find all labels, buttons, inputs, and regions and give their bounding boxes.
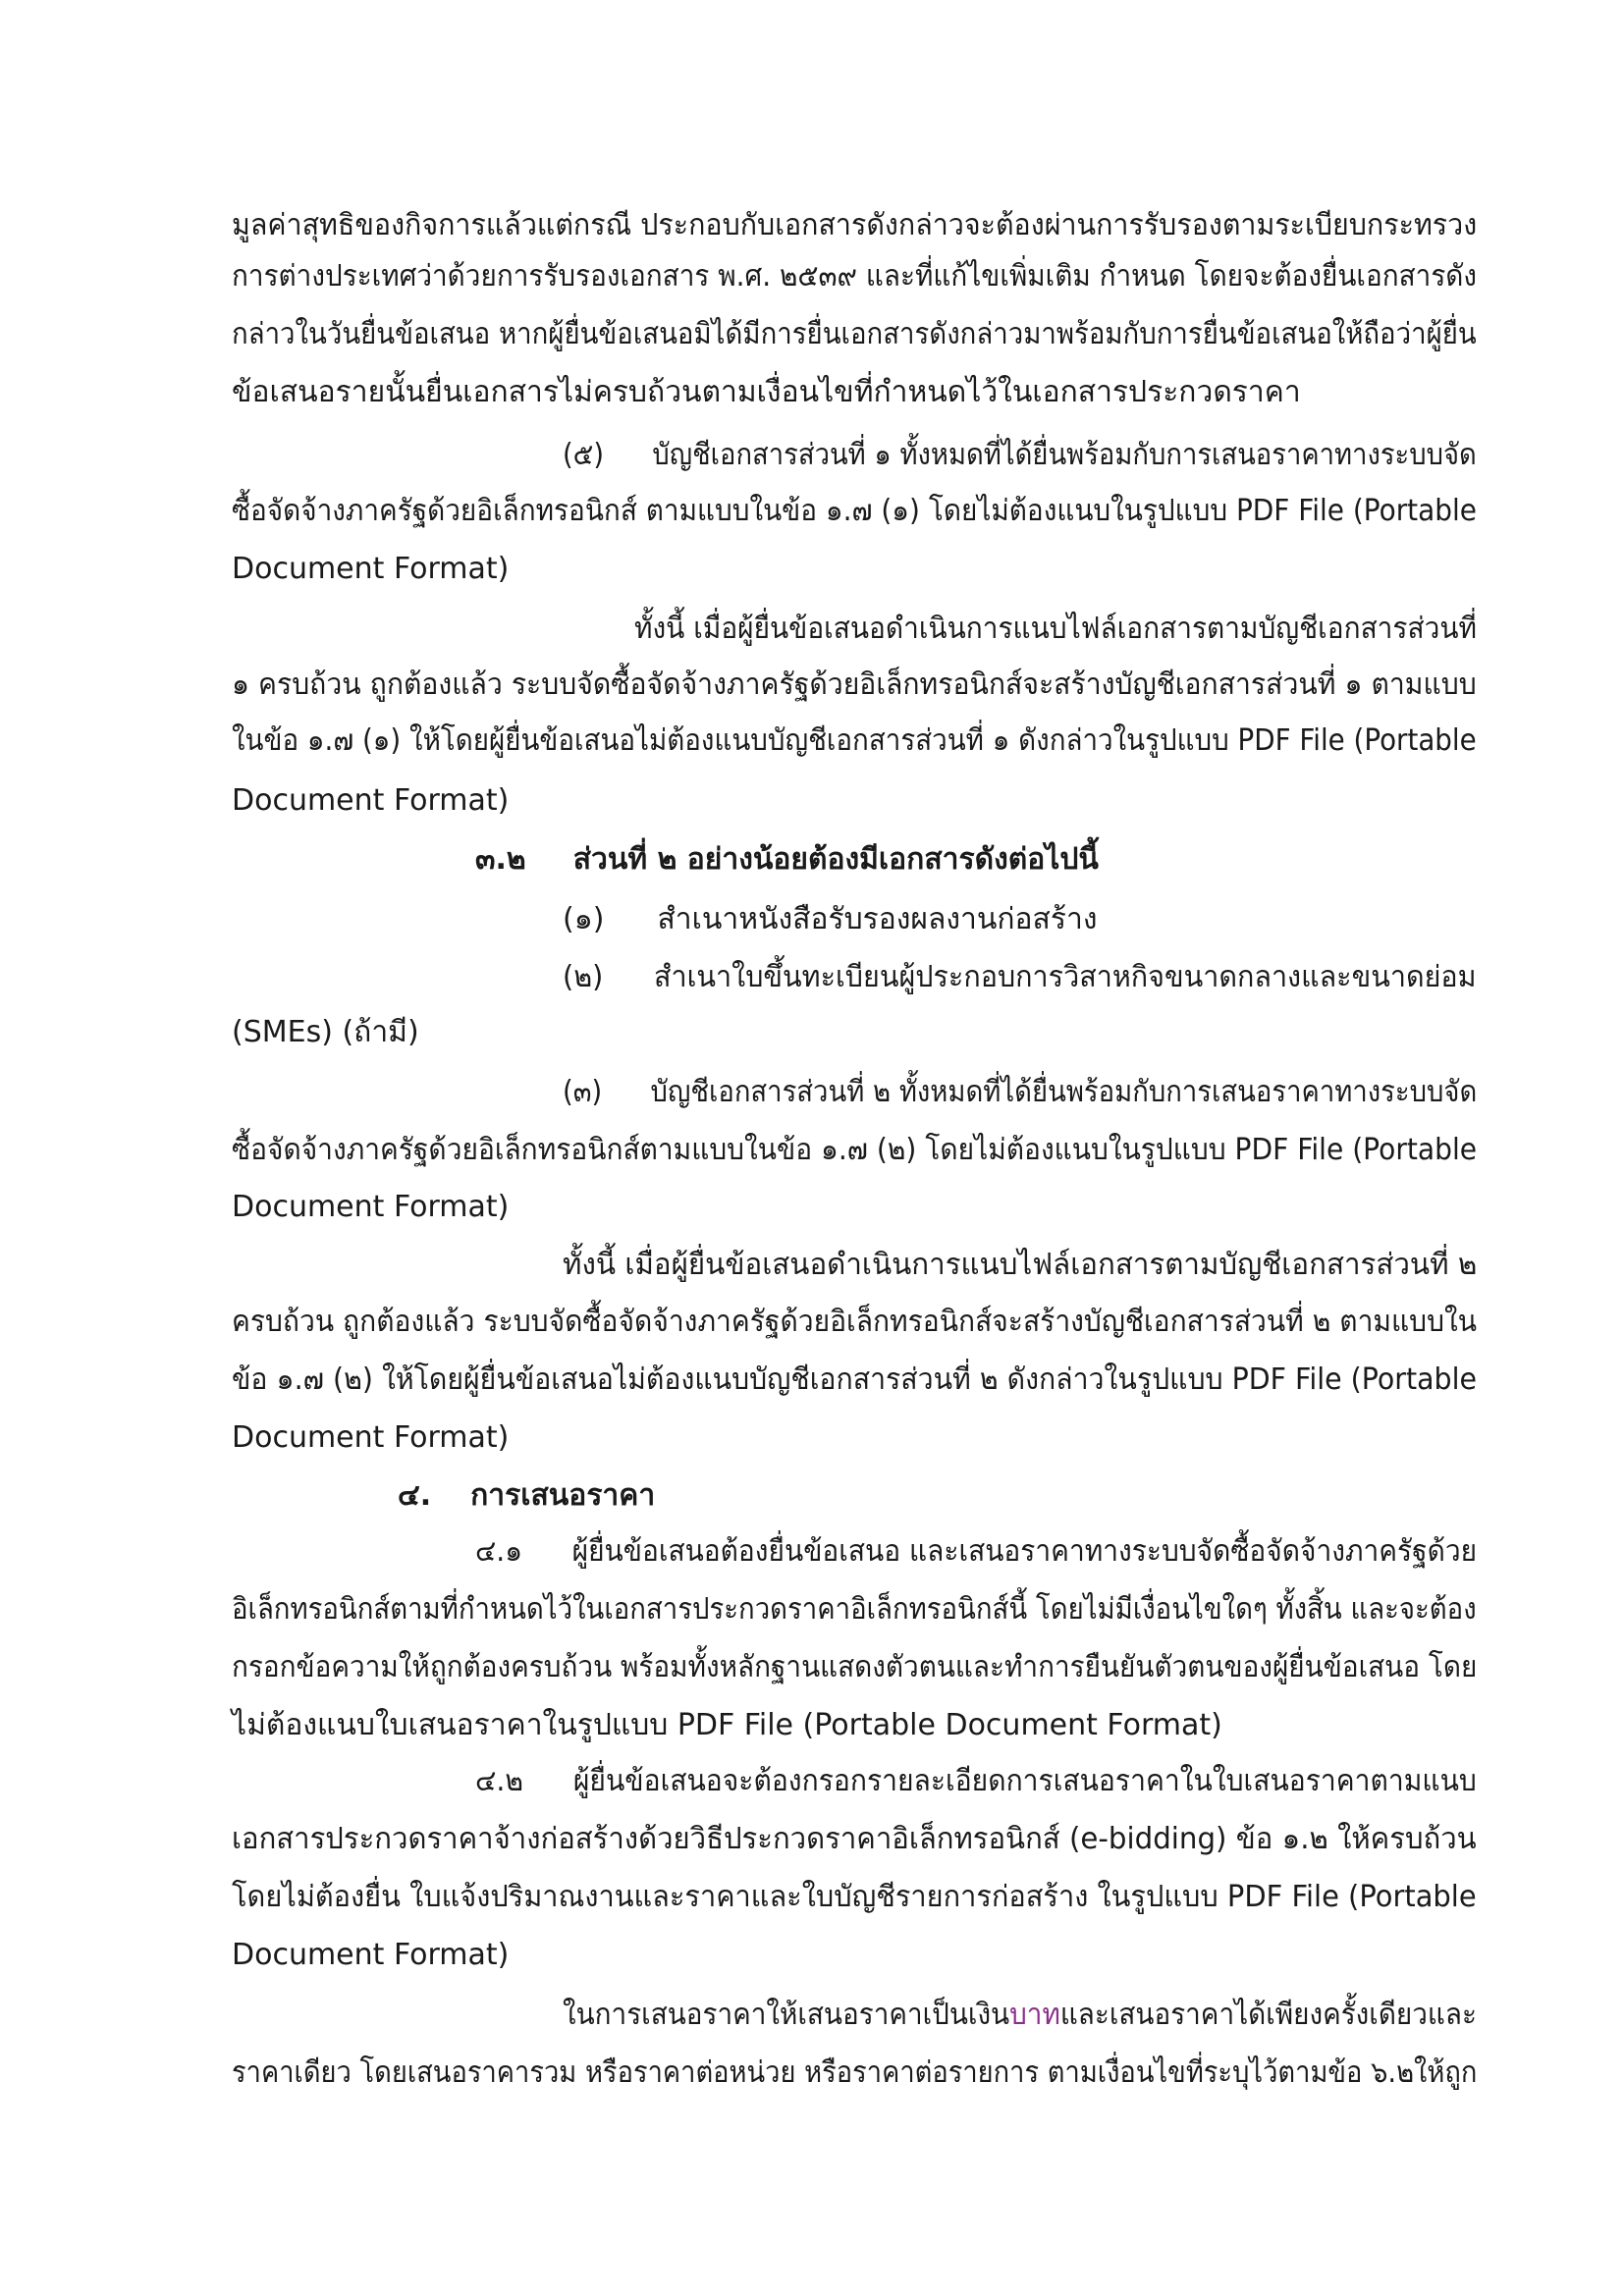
clause-4-1-line: กรอกข้อความให้ถูกต้องครบถ้วน พร้อมทั้งหลักฐานแสดงตัวตนและทำการยืนยันตัวตนของผู้ยื่นข้อเสนอ โดย — [232, 1650, 1478, 1684]
paragraph-line: มูลค่าสุทธิของกิจการแล้วแต่กรณี ประกอบกับเอกสารดังกล่าวจะต้องผ่านการรับรองตามระเบียบกระทรวง — [232, 208, 1478, 242]
section-number: ๔. — [398, 1478, 432, 1513]
item-2-line: (SMEs) (ถ้ามี) — [232, 1015, 419, 1049]
clause-4-2-line — [475, 1760, 1477, 1803]
paragraph-line: ข้อเสนอรายนั้นยื่นเอกสารไม่ครบถ้วนตามเงื่อนไขที่กำหนดไว้ในเอกสารประกวดราคา — [232, 375, 1301, 409]
item-5-line: Document Format) — [232, 552, 510, 586]
final-text-before: ในการเสนอราคาให้เสนอราคาเป็นเงิน — [563, 1998, 1010, 2032]
item-number: (๕) — [563, 438, 605, 472]
note-line: Document Format) — [232, 1420, 510, 1455]
final-paragraph-line — [563, 1994, 1477, 2037]
currency-highlight: บาท — [1009, 1998, 1060, 2032]
clause-4-2-line: โดยไม่ต้องยื่น ใบแจ้งปริมาณงานและราคาและใบบัญชีรายการก่อสร้าง ในรูปแบบ PDF File (Portable — [232, 1880, 1477, 1914]
section-title: ส่วนที่ ๒ อย่างน้อยต้องมีเอกสารดังต่อไปนี้ — [572, 842, 1099, 877]
item-3-line — [563, 1071, 1477, 1114]
item-number: (๒) — [563, 960, 604, 994]
clause-4-1-line — [475, 1530, 1477, 1574]
paragraph-line: กล่าวในวันยื่นข้อเสนอ หากผู้ยื่นข้อเสนอมิได้มีการยื่นเอกสารดังกล่าวมาพร้อมกับการยื่นข้อเสนอให้ถือว่าผู้ยื่น — [232, 317, 1477, 351]
final-paragraph-line: ราคาเดียว โดยเสนอราคารวม หรือราคาต่อหน่วย หรือราคาต่อรายการ ตามเงื่อนไขที่ระบุไว้ตามข้อ ๖.๒ให้ถูก — [232, 2056, 1478, 2090]
note-line: ๑ ครบถ้วน ถูกต้องแล้ว ระบบจัดซื้อจัดจ้างภาครัฐด้วยอิเล็กทรอนิกส์จะสร้างบัญชีเอกสารส่วนที่ ๑ ตามแบบ — [232, 667, 1477, 702]
note-line: ในข้อ ๑.๗ (๑) ให้โดยผู้ยื่นข้อเสนอไม่ต้องแนบบัญชีเอกสารส่วนที่ ๑ ดังกล่าวในรูปแบบ PDF File (Portable — [232, 723, 1477, 758]
note-line: ทั้งนี้ เมื่อผู้ยื่นข้อเสนอดำเนินการแนบไฟล์เอกสารตามบัญชีเอกสารส่วนที่ ๒ — [563, 1248, 1478, 1282]
item-text: สำเนาหนังสือรับรองผลงานก่อสร้าง — [657, 902, 1098, 936]
item-3-line: Document Format) — [232, 1190, 510, 1224]
note-line: ข้อ ๑.๗ (๒) ให้โดยผู้ยื่นข้อเสนอไม่ต้องแนบบัญชีเอกสารส่วนที่ ๒ ดังกล่าวในรูปแบบ PDF File (Portable — [232, 1362, 1477, 1397]
item-2-line — [563, 956, 1477, 999]
clause-number: ๔.๑ — [475, 1534, 523, 1569]
section-heading-3-2 — [475, 838, 1099, 881]
item-text: บัญชีเอกสารส่วนที่ ๑ ทั้งหมดที่ได้ยื่นพร้อมกับการเสนอราคาทางระบบจัด — [652, 438, 1477, 472]
note-line: ครบถ้วน ถูกต้องแล้ว ระบบจัดซื้อจัดจ้างภาครัฐด้วยอิเล็กทรอนิกส์จะสร้างบัญชีเอกสารส่วนที่ ๒ ตามแบบใน — [232, 1305, 1478, 1339]
item-5-line — [563, 434, 1477, 477]
clause-text: ผู้ยื่นข้อเสนอจะต้องกรอกรายละเอียดการเสนอราคาในใบเสนอราคาตามแนบ — [572, 1764, 1477, 1798]
item-5-line: ซื้อจัดจ้างภาครัฐด้วยอิเล็กทรอนิกส์ ตามแบบในข้อ ๑.๗ (๑) โดยไม่ต้องแนบในรูปแบบ PDF File (Portable — [232, 494, 1477, 528]
paragraph-line: การต่างประเทศว่าด้วยการรับรองเอกสาร พ.ศ. ๒๕๓๙ และที่แก้ไขเพิ่มเติม กำหนด โดยจะต้องยื่นเอกสารดัง — [232, 259, 1478, 294]
clause-text: ผู้ยื่นข้อเสนอต้องยื่นข้อเสนอ และเสนอราคาทางระบบจัดซื้อจัดจ้างภาครัฐด้วย — [571, 1534, 1478, 1569]
clause-number: ๔.๒ — [475, 1764, 524, 1798]
final-text-after: และเสนอราคาได้เพียงครั้งเดียวและ — [1059, 1998, 1477, 2032]
note-line: Document Format) — [232, 783, 510, 818]
item-text: สำเนาใบขึ้นทะเบียนผู้ประกอบการวิสาหกิจขนาดกลางและขนาดย่อม — [653, 960, 1477, 994]
section-title: การเสนอราคา — [470, 1478, 656, 1513]
clause-4-1-line: ไม่ต้องแนบใบเสนอราคาในรูปแบบ PDF File (Portable Document Format) — [232, 1708, 1222, 1742]
clause-4-1-line: อิเล็กทรอนิกส์ตามที่กำหนดไว้ในเอกสารประกวดราคาอิเล็กทรอนิกส์นี้ โดยไม่มีเงื่อนไขใดๆ ทั้งสิ้น และจะต้อง — [232, 1592, 1477, 1627]
note-line: ทั้งนี้ เมื่อผู้ยื่นข้อเสนอดำเนินการแนบไฟล์เอกสารตามบัญชีเอกสารส่วนที่ — [634, 612, 1478, 646]
clause-4-2-line: Document Format) — [232, 1938, 510, 1972]
item-1-line — [563, 898, 1097, 941]
item-3-line: ซื้อจัดจ้างภาครัฐด้วยอิเล็กทรอนิกส์ตามแบบในข้อ ๑.๗ (๒) โดยไม่ต้องแนบในรูปแบบ PDF File (Portable — [232, 1133, 1478, 1167]
section-heading-4 — [398, 1474, 655, 1518]
clause-4-2-line: เอกสารประกวดราคาจ้างก่อสร้างด้วยวิธีประกวดราคาอิเล็กทรอนิกส์ (e-bidding) ข้อ ๑.๒ ให้ครบถ้วน — [232, 1822, 1477, 1856]
item-text: บัญชีเอกสารส่วนที่ ๒ ทั้งหมดที่ได้ยื่นพร้อมกับการเสนอราคาทางระบบจัด — [650, 1075, 1478, 1109]
item-number: (๑) — [563, 902, 605, 936]
section-number: ๓.๒ — [475, 842, 526, 877]
item-number: (๓) — [563, 1075, 603, 1109]
